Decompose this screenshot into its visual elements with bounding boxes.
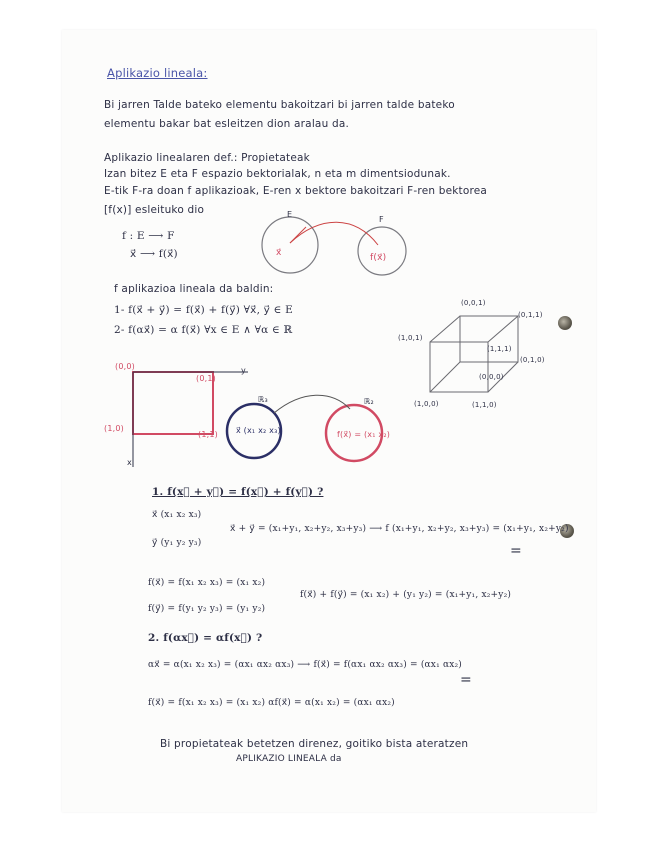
mapping-line: x⃗ ⟶ f(x⃗) xyxy=(130,248,178,260)
fx-line: f(x⃗) = f(x₁ x₂ x₃) = (x₁ x₂) xyxy=(148,578,266,588)
axis-x-label: x xyxy=(127,458,132,467)
definition-line: Izan bitez E eta F espazio bektorialak, n eta m dimentsiodunak. xyxy=(104,168,451,180)
part1-heading: 1. f(x⃗ + y⃗) = f(x⃗) + f(y⃗) ? xyxy=(152,486,324,498)
definition-line: [f(x)] esleituko dio xyxy=(104,204,205,216)
cube-vertex-label: (0,0,0) xyxy=(479,373,504,381)
alpha-x-line: αx⃗ = α(x₁ x₂ x₃) = (αx₁ αx₂ αx₃) ⟶ f(x⃗) = f(αx₁ αx₂ αx₃) = (αx₁ αx₂) xyxy=(148,660,463,670)
r2-image: f(x⃗) = (x₁ x₂) xyxy=(337,430,391,439)
r3-label: ℝ₃ xyxy=(258,395,268,404)
condition-intro: f aplikazioa lineala da baldin: xyxy=(114,283,274,295)
mapping-line: f : E ⟶ F xyxy=(122,230,175,242)
x-vector: x⃗ (x₁ x₂ x₃) xyxy=(152,510,202,520)
cube-vertex-label: (1,1,0) xyxy=(472,401,497,409)
f-sum-line: f(x⃗) + f(y⃗) = (x₁ x₂) + (y₁ y₂) = (x₁+y₁, x₂+y₂) xyxy=(300,590,512,600)
cube-vertex-label: (0,1,0) xyxy=(520,356,545,364)
equals-sign: = xyxy=(460,672,472,688)
cube-vertex-label: (0,1,1) xyxy=(518,311,543,319)
alpha-fx-line: f(x⃗) = f(x₁ x₂ x₃) = (x₁ x₂) αf(x⃗) = α(x₁ x₂) = (αx₁ αx₂) xyxy=(148,698,395,708)
cube-vertex-label: (1,0,0) xyxy=(414,400,439,408)
mapping-diagram xyxy=(250,205,420,285)
set-label-e: E xyxy=(287,210,293,219)
condition-homogeneity: 2- f(αx⃗) = α f(x⃗) ∀x ∈ E ∧ ∀α ∈ ℝ xyxy=(114,324,293,336)
page-title: Aplikazio lineala: xyxy=(107,66,208,80)
equals-sign: = xyxy=(510,543,522,559)
r3-vector: x⃗ (x₁ x₂ x₃) xyxy=(236,426,281,435)
binder-hole xyxy=(558,316,572,330)
sum-mapping: x⃗ + y⃗ = (x₁+y₁, x₂+y₂, x₃+y₃) ⟶ f (x₁+y₁, x₂+y₂, x₃+y₃) = (x₁+y₁, x₂+y₂) xyxy=(230,524,569,534)
square-corner-label: (1,0) xyxy=(104,424,124,433)
set-label-f: F xyxy=(379,215,384,224)
cube-vertex-label: (1,0,1) xyxy=(398,334,423,342)
r2-label: ℝ₂ xyxy=(364,397,374,406)
intro-line: Bi jarren Talde bateko elementu bakoitzari bi jarren talde bateko xyxy=(104,99,455,111)
definition-heading: Aplikazio linealaren def.: Propietateak xyxy=(104,152,310,164)
y-vector: y⃗ (y₁ y₂ y₃) xyxy=(152,538,202,548)
square-corner-label: (1,1) xyxy=(198,430,218,439)
cube-vertex-label: (1,1,1) xyxy=(487,345,512,353)
axis-y-label: y xyxy=(241,366,246,375)
conclusion-line: APLIKAZIO LINEALA da xyxy=(236,754,342,764)
square-corner-label: (0,0) xyxy=(115,362,135,371)
intro-line: elementu bakar bat esleitzen dion aralau da. xyxy=(104,118,349,130)
fy-line: f(y⃗) = f(y₁ y₂ y₃) = (y₁ y₂) xyxy=(148,604,266,614)
condition-additivity: 1- f(x⃗ + y⃗) = f(x⃗) + f(y⃗) ∀x⃗, y⃗ ∈ E xyxy=(114,304,293,316)
cube-vertex-label: (0,0,1) xyxy=(461,299,486,307)
image-fx-label: f(x⃗) xyxy=(370,253,387,263)
square-corner-label: (0,1) xyxy=(196,374,216,383)
vector-x-label: x⃗ xyxy=(276,248,282,258)
conclusion-line: Bi propietateak betetzen direnez, goitiko bista ateratzen xyxy=(160,738,469,750)
part2-heading: 2. f(αx⃗) = αf(x⃗) ? xyxy=(148,632,263,644)
definition-line: E-tik F-ra doan f aplikazioak, E-ren x bektore bakoitzari F-ren bektorea xyxy=(104,185,488,197)
